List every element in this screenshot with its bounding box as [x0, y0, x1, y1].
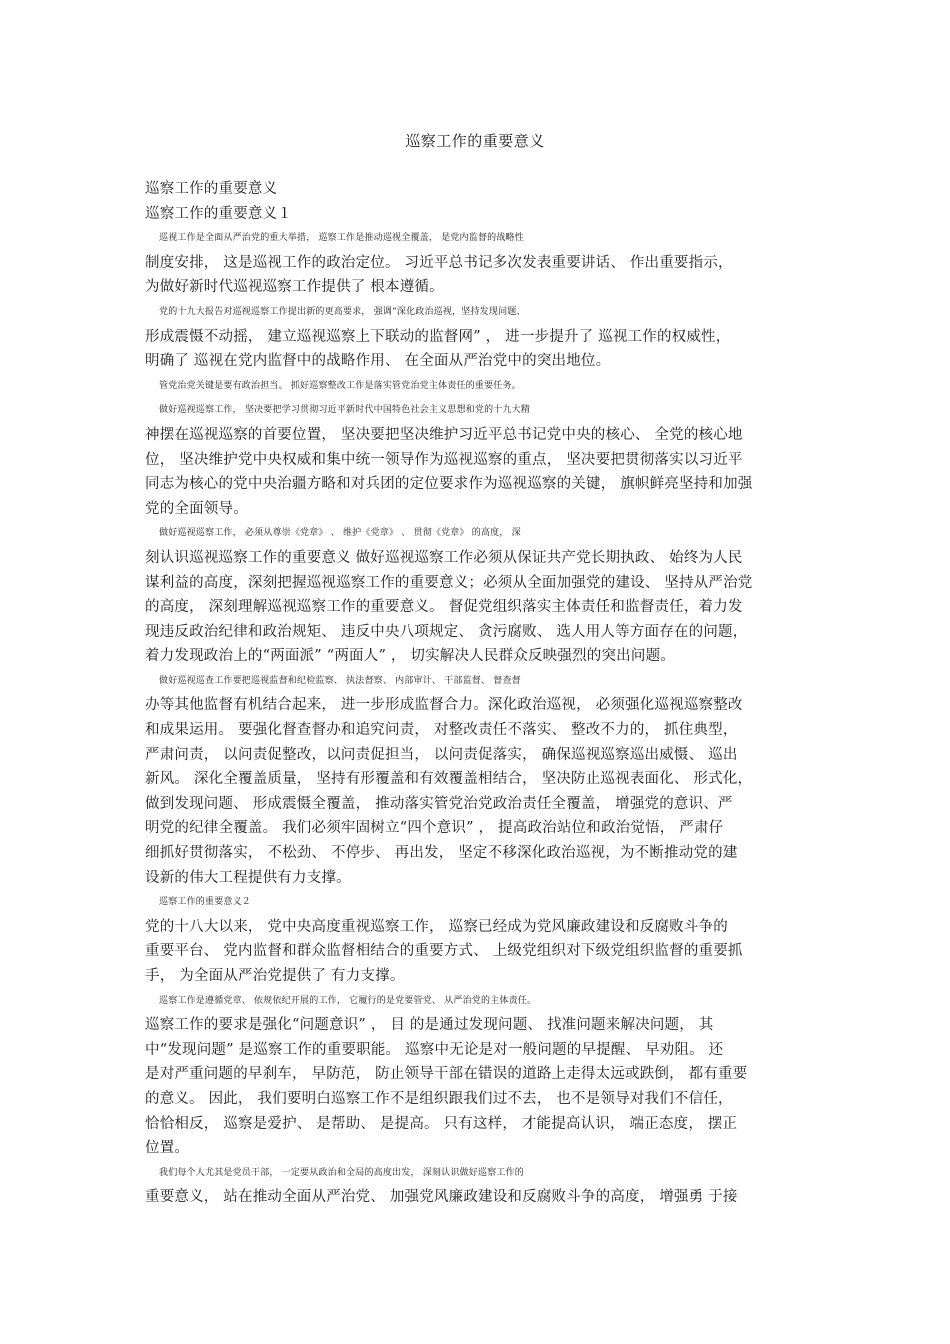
text-line: 的高度， 深刻理解巡视巡察工作的重要意义。 督促党组织落实主体责任和监督责任，着力发 [145, 599, 743, 616]
text-line: 严肃问责， 以问责促整改，以问责促担当， 以问责促落实， 确保巡视巡察巡出威慑、 巡出 [145, 746, 738, 763]
text-line: 管党治党关键是要有政治担当。 抓好巡察整改工作是落实管党治党主体责任的重要任务。 [159, 380, 521, 391]
text-line: 重要平台、 党内监督和群众监督相结合的重要方式、 上级党组织对下级党组织监督的重要抓 [145, 943, 743, 960]
text-line: 我们每个人尤其是党员干部， 一定要从政治和全局的高度出发， 深刻认识做好巡察工作的 [159, 1167, 524, 1178]
text-line: 巡察工作是遵循党章、 依规依纪开展的工作， 它履行的是党要管党、 从严治党的主体责任。 [159, 995, 537, 1006]
text-line: 恰恰相反， 巡察是爱护、 是帮助、 是提高。 只有这样， 才能提高认识， 端正态度， 摆正 [145, 1115, 738, 1132]
text-line: 党的全面领导。 [145, 500, 248, 517]
text-line: 形成震慑不动摇， 建立巡视巡察上下联动的监督网” ， 进一步提升了 巡视工作的权威性， [145, 328, 731, 345]
text-line: 明确了 巡视在党内监督中的战略作用、 在全面从严治党中的突出地位。 [145, 353, 611, 370]
text-line: 为做好新时代巡视巡察工作提供了 根本遵循。 [145, 279, 444, 296]
text-line: 细抓好贯彻落实， 不松劲、 不停步、 再出发， 坚定不移深化政治巡视，为不断推动党的建 [145, 845, 738, 862]
text-line: 巡察工作的重要意义 [145, 181, 278, 197]
text-line: 巡察工作的重要意义２ [159, 897, 252, 908]
text-line: 明党的纪律全覆盖。 我们必须牢固树立“四个意识” ， 提高政治站位和政治觉悟， 严肃仔 [145, 820, 724, 837]
text-line: 现违反政治纪律和政治规矩、 违反中央八项规定、 贪污腐败、 选人用人等方面存在的问题， [145, 623, 748, 640]
text-line: 刻认识巡视巡察工作的重要意义 做好巡视巡察工作必须从保证共产党长期执政、 始终为人民 [145, 549, 743, 566]
text-line: 巡察工作的要求是强化“问题意识” ， 目 的是通过发现问题、 找准问题来解决问题， 其 [145, 1017, 714, 1034]
text-line: 中“发现问题” 是巡察工作的重要职能。 巡察中无论是对一般问题的早提醒、 早劝阻。 还 [145, 1041, 724, 1058]
text-line: 手， 为全面从严治党提供了 有力支撑。 [145, 968, 405, 984]
text-line: 党的十八大以来， 党中央高度重视巡察工作， 巡察已经成为党风廉政建设和反腐败斗争的 [145, 918, 728, 935]
text-line: 是对严重问题的早刹车， 早防范， 防止领导干部在错误的道路上走得太远或跌倒， 都有重要 [145, 1066, 748, 1083]
text-line: 办等其他监督有机结合起来， 进一步形成监督合力。深化政治巡视， 必须强化巡视巡察整改 [145, 697, 743, 714]
text-line: 巡察工作的重要意义１ [145, 205, 292, 222]
text-line: 谋利益的高度，深刻把握巡视巡察工作的重要意义；必须从全面加强党的建设、 坚持从严治党 [145, 574, 753, 591]
text-line: 位置。 [145, 1140, 190, 1157]
document-body [145, 177, 815, 1210]
text-line: 设新的伟大工程提供有力支撑。 [145, 869, 351, 886]
text-line: 同志为核心的党中央治疆方略和对兵团的定位要求作为巡视巡察的关键， 旗帜鲜亮坚持和加强 [145, 476, 753, 493]
text-line: 着力发现政治上的“两面派” “两面人” ， 切实解决人民群众反映强烈的突出问题。 [145, 648, 675, 665]
document-title: 巡察工作的重要意义 [405, 132, 545, 150]
text-line: 神摆在巡视巡察的首要位置， 坚决要把坚决维护习近平总书记党中央的核心、 全党的核心地 [145, 426, 743, 443]
text-line: 做好巡视巡查工作要把巡视监督和纪检监察、 执法督察、 内部审计、 干部监督、 督查督 [159, 675, 521, 686]
text-line: 重要意义， 站在推动全面从严治党、 加强党风廉政建设和反腐败斗争的高度， 增强勇 于接 [145, 1189, 738, 1206]
text-line: 做好巡视巡察工作， 坚决要把学习贯彻习近平新时代中国特色社会主义思想和党的十九大精 [159, 405, 531, 416]
text-line: 和成果运用。 要强化督查督办和追究问责， 对整改责任不落实、 整改不力的， 抓住典型， [145, 722, 738, 739]
text-line: 做到发现问题、 形成震慑全覆盖， 推动落实管党治党政治责任全覆盖， 增强党的意识、严 [145, 795, 733, 812]
text-line: 制度安排， 这是巡视工作的政治定位。 习近平总书记多次发表重要讲话、 作出重要指示， [145, 254, 733, 271]
text-line: 新风。 深化全覆盖质量， 坚持有形覆盖和有效覆盖相结合， 坚决防止巡视表面化、 形式化， [145, 771, 753, 788]
text-line: 党的十九大报告对巡视巡察工作提出新的更高要求， 强调“深化政治巡视，坚持发现问题、 [159, 306, 526, 317]
text-line: 巡视工作是全面从严治党的重大举措， 巡察工作是推动巡视全覆盖， 是党内监督的战略性 [159, 233, 524, 244]
text-line: 做好巡视巡察工作， 必须从尊崇《党章》 、 维护《党章》 、 贯彻《党章》 的高度， 深 [159, 528, 521, 539]
text-line: 的意义。 因此， 我们要明白巡察工作不是组织跟我们过不去， 也不是领导对我们不信任， [145, 1090, 733, 1107]
text-line: 位， 坚决维护党中央权威和集中统一领导作为巡视巡察的重点， 坚决要把贯彻落实以习近平 [145, 451, 743, 468]
